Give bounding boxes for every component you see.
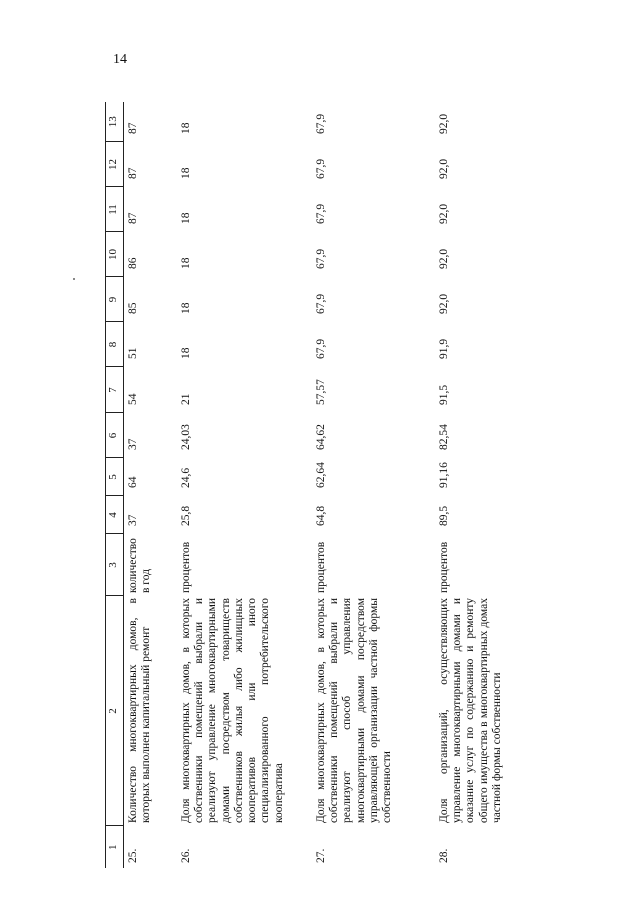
value-cell: 87 <box>127 122 139 134</box>
value-cell: 18 <box>180 212 192 224</box>
row-number: 25. <box>127 848 139 863</box>
column-number: 4 <box>106 496 124 534</box>
value-cell: 64,62 <box>315 424 327 450</box>
column-number: 5 <box>106 458 124 496</box>
column-number: 11 <box>106 187 124 232</box>
value-cell: 57,57 <box>315 379 327 405</box>
table-row <box>177 102 312 868</box>
value-cell: 92,0 <box>438 158 450 179</box>
value-cell: 91,9 <box>438 338 450 359</box>
column-number: 10 <box>106 232 124 277</box>
value-cell: 87 <box>127 167 139 179</box>
column-number: 2 <box>106 596 124 826</box>
value-cell: 92,0 <box>438 248 450 269</box>
row-number: 28. <box>438 848 450 863</box>
value-cell: 67,9 <box>315 248 327 269</box>
value-cell: 51 <box>127 347 139 359</box>
column-number: 7 <box>106 367 124 413</box>
value-cell: 86 <box>127 257 139 269</box>
unit-of-measure: процентов <box>315 541 327 593</box>
column-number: 9 <box>106 277 124 322</box>
column-number-row <box>106 102 124 868</box>
value-cell: 67,9 <box>315 113 327 134</box>
value-cell: 24,03 <box>180 424 192 450</box>
value-cell: 67,9 <box>315 203 327 224</box>
column-number: 8 <box>106 322 124 367</box>
value-cell: 91,5 <box>438 384 450 405</box>
column-number: 12 <box>106 142 124 187</box>
table-row <box>312 102 435 868</box>
value-cell: 67,9 <box>315 158 327 179</box>
value-cell: 92,0 <box>438 113 450 134</box>
value-cell: 18 <box>180 302 192 314</box>
value-cell: 92,0 <box>438 203 450 224</box>
value-cell: 21 <box>180 393 192 405</box>
value-cell: 82,54 <box>438 424 450 450</box>
row-number: 26. <box>180 848 192 863</box>
value-cell: 92,0 <box>438 293 450 314</box>
page-number: 14 <box>113 52 127 67</box>
value-cell: 18 <box>180 122 192 134</box>
value-cell: 64,8 <box>315 505 327 526</box>
unit-of-measure: процентов <box>438 541 450 593</box>
value-cell: 18 <box>180 257 192 269</box>
value-cell: 37 <box>127 438 139 450</box>
indicator-description: Доля многоквартирных домов, в которых собственники помещений выбрали и реализуют управление многоквартирными домами посредством товариществ собственников жилья либо жилищных кооперативов или иного специализированного потребительского кооператива <box>180 598 285 823</box>
value-cell: 67,9 <box>315 338 327 359</box>
value-cell: 54 <box>127 393 139 405</box>
value-cell: 25,8 <box>180 505 192 526</box>
column-number: 3 <box>106 534 124 596</box>
value-cell: 91,16 <box>438 462 450 488</box>
unit-of-measure: процентов <box>180 541 192 593</box>
value-cell: 67,9 <box>315 293 327 314</box>
value-cell: 85 <box>127 302 139 314</box>
indicator-description: Доля организаций, осуществляющих управление многоквартирными домами и оказание услуг по содержанию и ремонту общего имущества в многоквартирных домах частной формы собственности <box>438 598 503 823</box>
column-number: 1 <box>106 826 124 868</box>
indicator-description: Количество многоквартирных домов, в которых выполнен капитальный ремонт <box>127 598 153 823</box>
column-number: 13 <box>106 102 124 142</box>
value-cell: 87 <box>127 212 139 224</box>
indicator-description: Доля многоквартирных домов, в которых собственники помещений выбрали и реализуют способ управления многоквартирными домами посредством управляющей организации частной формы собственности <box>315 598 394 823</box>
row-number: 27. <box>315 848 327 863</box>
value-cell: 24,6 <box>180 467 192 488</box>
column-number: 6 <box>106 413 124 458</box>
value-cell: 37 <box>127 514 139 526</box>
unit-of-measure: количество в год <box>127 538 153 593</box>
value-cell: 18 <box>180 347 192 359</box>
value-cell: 64 <box>127 476 139 488</box>
value-cell: 62,64 <box>315 462 327 488</box>
table-row <box>124 102 178 868</box>
table-row <box>435 102 538 868</box>
value-cell: 89,5 <box>438 505 450 526</box>
indicators-table <box>105 102 538 868</box>
value-cell: 18 <box>180 167 192 179</box>
